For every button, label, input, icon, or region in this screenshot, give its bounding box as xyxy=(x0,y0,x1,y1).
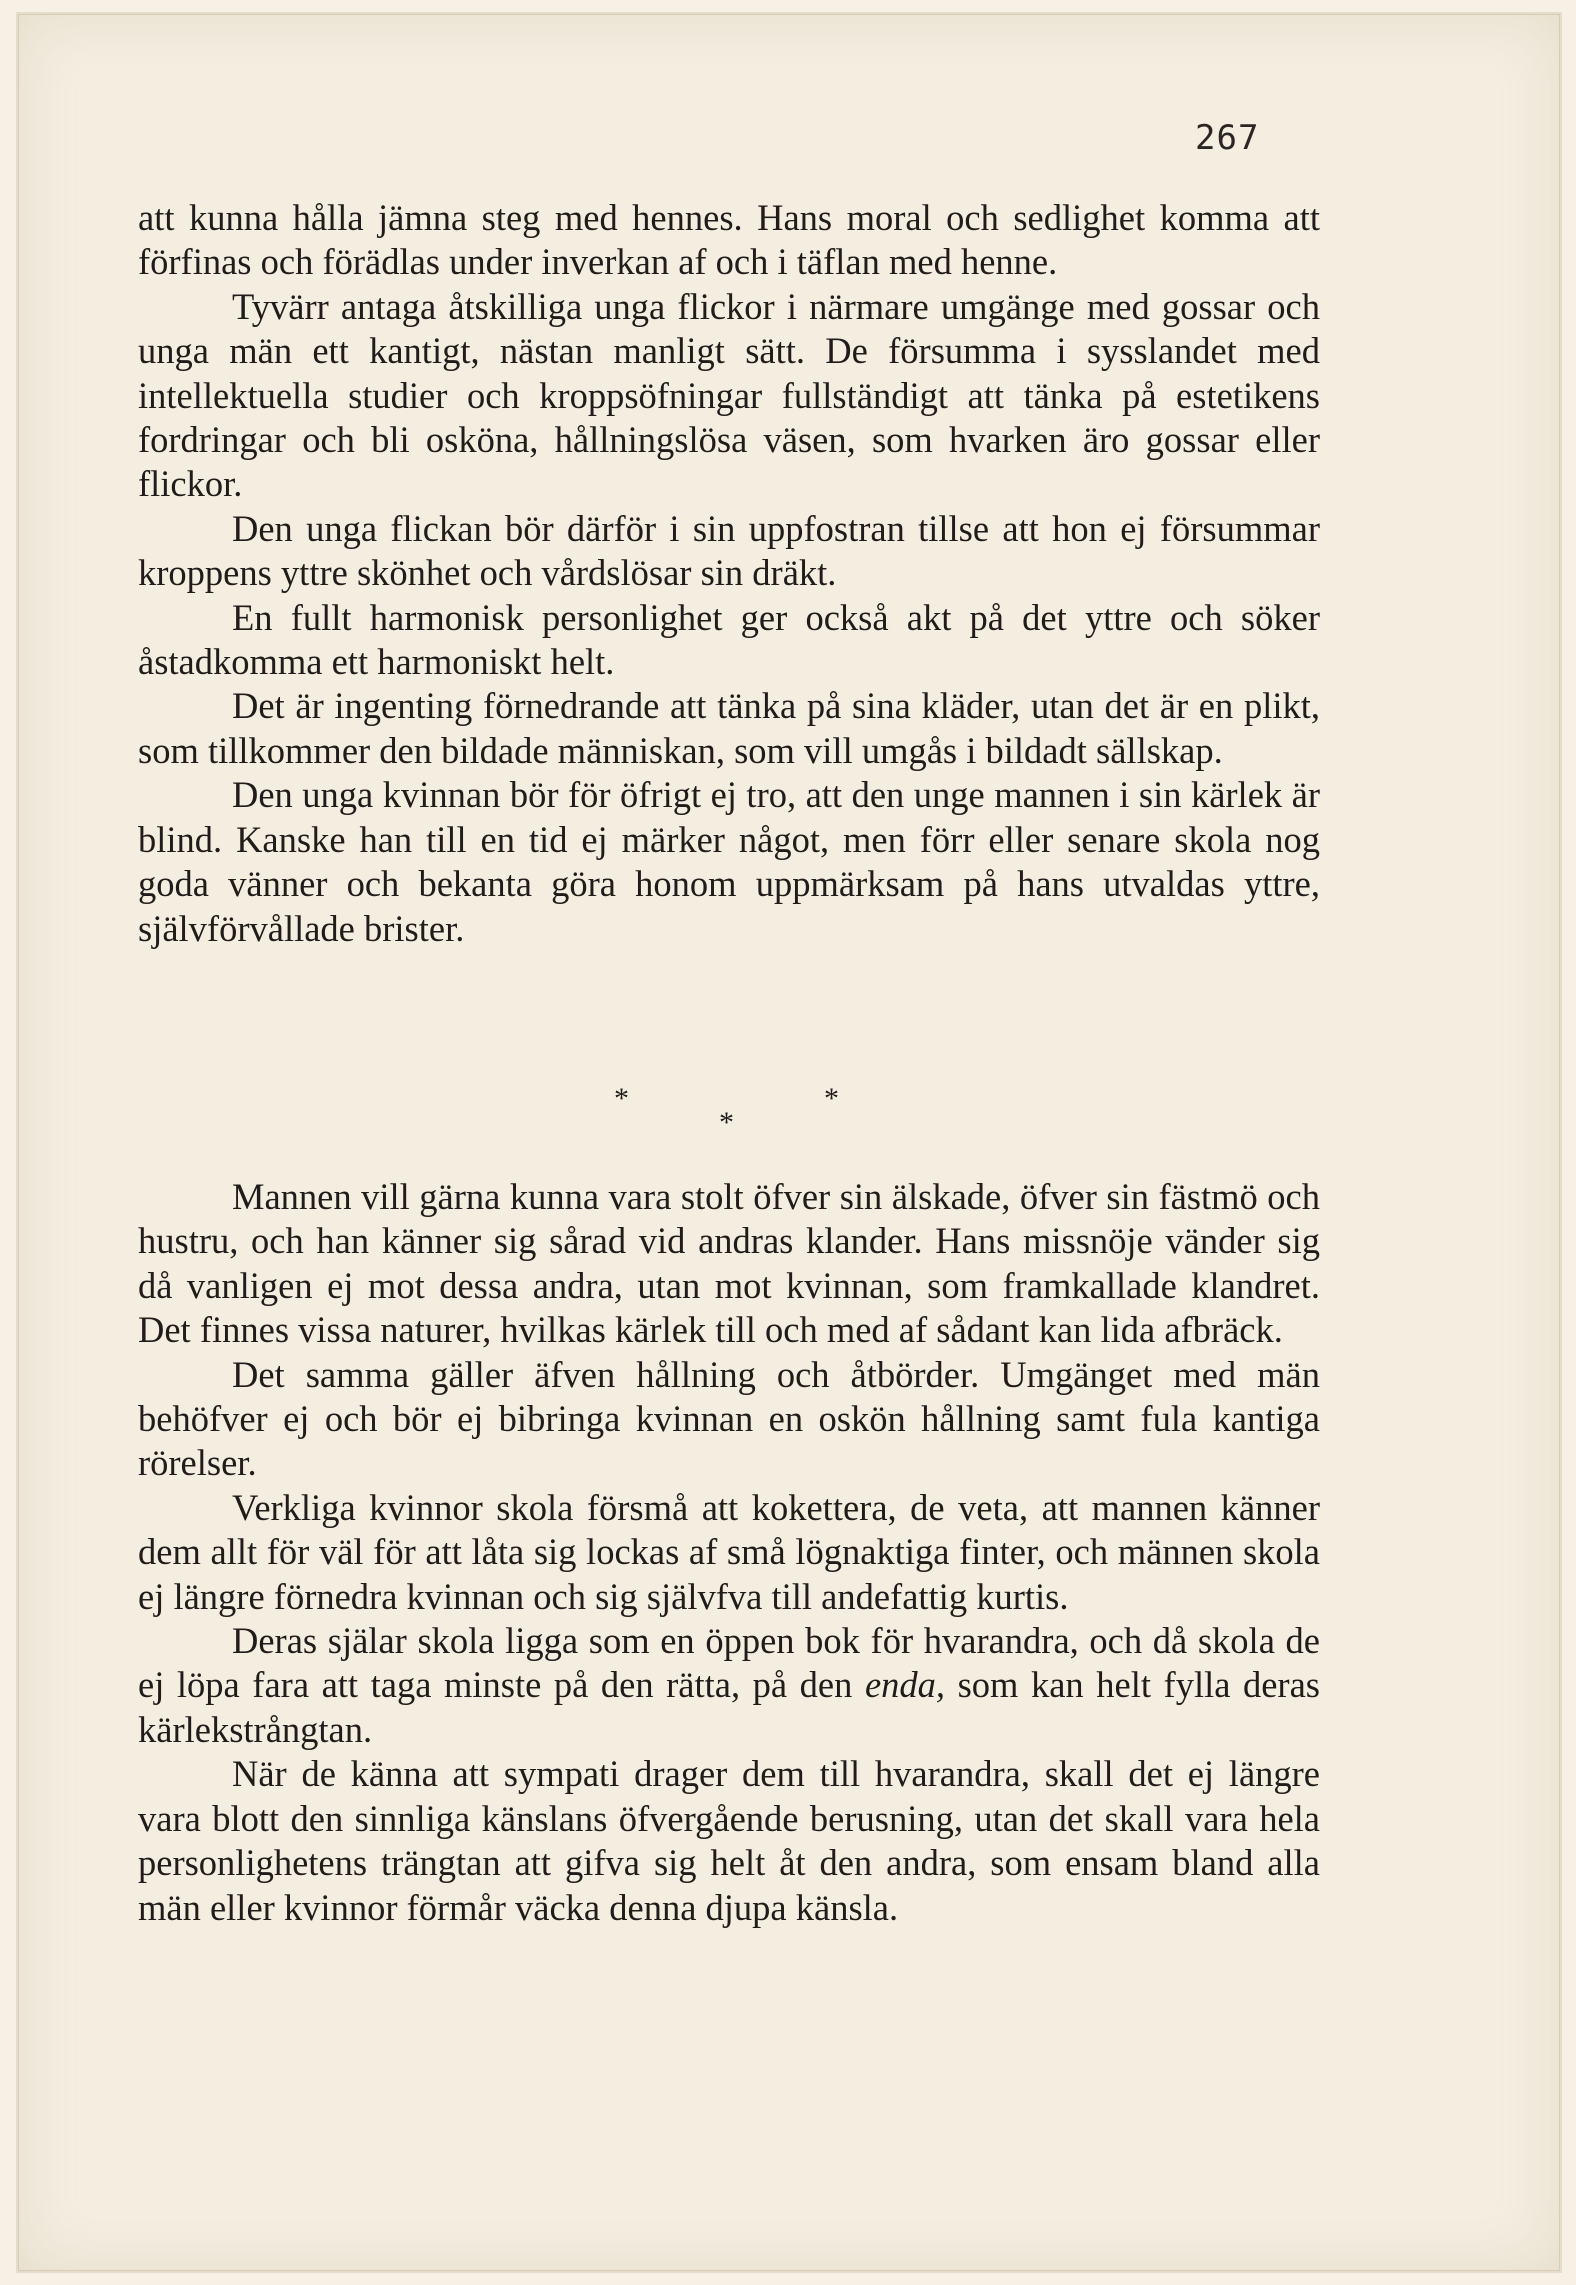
asterisk: * xyxy=(719,1106,734,1139)
paragraph-continuation: att kunna hålla jämna steg med hennes. Hans moral och sedlighet komma att förfinas och förädlas under inverkan af och i täflan med henne. xyxy=(138,197,1320,283)
paragraph: Mannen vill gärna kunna vara stolt öfver sin älskade, öfver sin fästmö och hustru, och han känner sig sårad vid andras klander. Hans missnöje vänder sig då vanligen ej mot dessa andra, utan mot kvinnan, som framkallade klandret. Det finnes vissa naturer, hvilkas kärlek till och med af sådant kan lida afbräck. xyxy=(138,1176,1320,1351)
paragraph-text: Deras själar skola ligga som en öppen bok för hvarandra, och då skola de ej löpa fara att taga minste på den rätta, på den xyxy=(138,1620,1320,1706)
paragraph: Tyvärr antaga åtskilliga unga flickor i närmare umgänge med gossar och unga män ett kantigt, nästan manligt sätt. De försumma i sysslandet med intellektuella studier och kroppsöfningar fullständigt att tänka på estetikens fordringar och bli osköna, hållningslösa väsen, som hvarken äro gossar eller flickor. xyxy=(138,285,1320,505)
paragraph: Den unga kvinnan bör för öfrigt ej tro, att den unge mannen i sin kärlek är blind. Kanske han till en tid ej märker något, men förr eller senare skola nog goda vänner och bekanta göra honom uppmärksam på hans utvaldas yttre, självförvållade brister. xyxy=(138,774,1320,949)
paragraph: Den unga flickan bör därför i sin uppfostran tillse att hon ej försummar kroppens yttre skönhet och vårdslösar sin dräkt. xyxy=(138,507,1320,594)
emphasized-word: enda, xyxy=(864,1664,946,1706)
paragraph: Det samma gäller äfven hållning och åtbörder. Umgänget med män behöfver ej och bör ej bibringa kvinnan en oskön hållning samt fula kantiga rörelser. xyxy=(138,1353,1320,1484)
text-section-upper xyxy=(138,196,1320,951)
paragraph: En fullt harmonisk personlighet ger också akt på det yttre och söker åstadkomma ett harmoniskt helt. xyxy=(138,596,1320,683)
asterisk: * xyxy=(614,1082,629,1115)
paragraph-text: som kan helt fylla deras kärlekstrångtan. xyxy=(138,1664,1320,1750)
asterisk: * xyxy=(824,1082,839,1115)
page-number: 267 xyxy=(1195,118,1260,158)
paragraph: Det är ingenting förnedrande att tänka på sina kläder, utan det är en plikt, som tillkommer den bildade människan, som vill umgås i bildadt sällskap. xyxy=(138,685,1320,771)
paragraph: När de känna att sympati drager dem till hvarandra, skall det ej längre vara blott den sinnliga känslans öfvergående berusning, utan det skall vara hela personlighetens trängtan att gifva sig helt åt den andra, som ensam bland alla män eller kvinnor förmår väcka denna djupa känsla. xyxy=(138,1753,1320,1928)
text-section-lower xyxy=(138,1175,1320,1930)
paragraph: Verkliga kvinnor skola försmå att kokettera, de veta, att mannen känner dem allt för väl för att låta sig lockas af små lögnaktiga finter, och männen skola ej längre förnedra kvinnan och sig självfva till andefattig kurtis. xyxy=(138,1486,1320,1617)
paragraph xyxy=(138,1619,1320,1752)
